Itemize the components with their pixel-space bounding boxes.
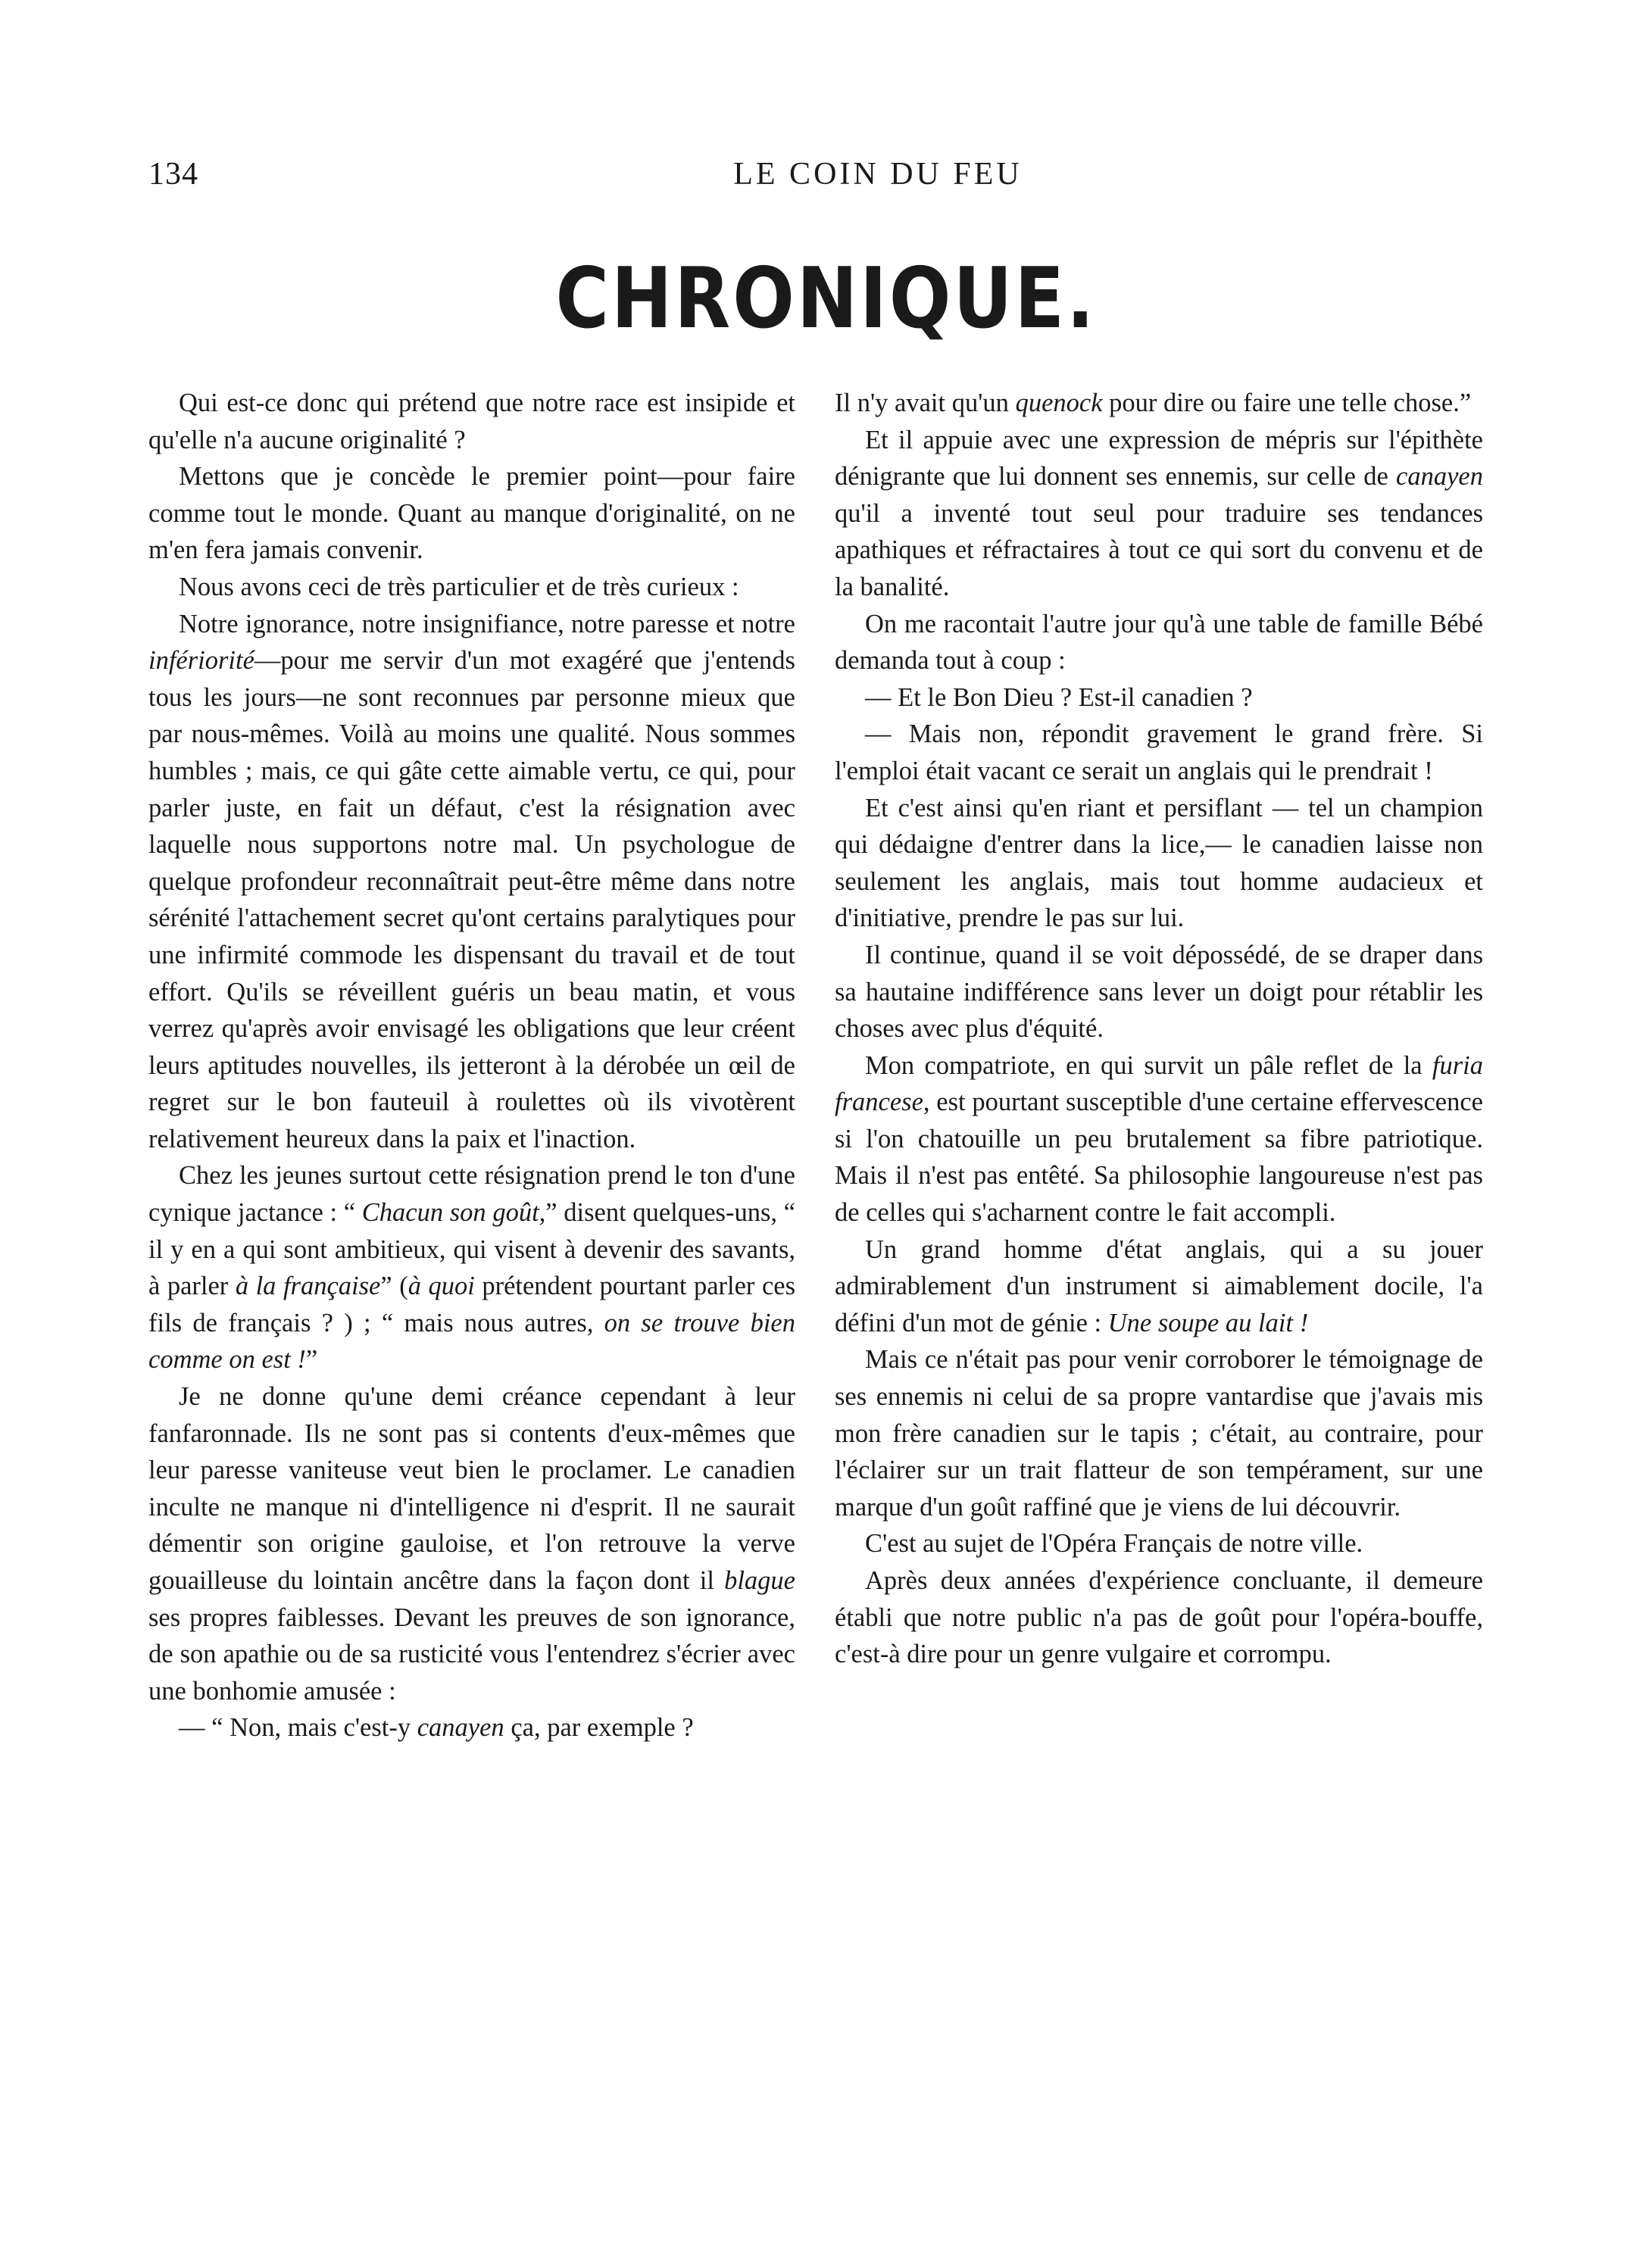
paragraph: [835, 385, 1483, 422]
text-run: pour dire ou faire une telle chose.”: [1102, 389, 1472, 417]
italic-text: quenock: [1015, 389, 1103, 417]
text-run: ça, par exemple ?: [504, 1713, 694, 1743]
text-run: , est pourtant susceptible d'une certaine effervescence si l'on chatouille un peu brutalement sa fibre patriotique. Mais il n'est pas entêté. Sa philosophie langoureuse n'est pas de celles qui s'acharnent contre le fait accompli.: [835, 1088, 1483, 1228]
paragraph: [148, 1709, 795, 1746]
text-run: On me racontait l'autre jour qu'à une table de famille Bébé demanda tout à coup :: [835, 609, 1483, 676]
text-run: Et c'est ainsi qu'en riant et persiflant — tel un champion qui dédaigne d'entrer dans la lice,— le canadien laisse non seulement les anglais, mais tout homme audacieux et d'initiative, prendre le pas sur lui.: [835, 793, 1483, 933]
paragraph: [148, 569, 795, 606]
paragraph: [835, 422, 1483, 606]
text-run: ”: [305, 1345, 318, 1375]
text-run: — Mais non, répondit gravement le grand frère. Si l'emploi était vacant ce serait un anglais qui le prendrait !: [835, 719, 1483, 785]
paragraph: [148, 1378, 795, 1709]
paragraph: [835, 1231, 1483, 1342]
paragraph: [835, 1562, 1483, 1673]
text-run: Chez les jeunes surtout cette résignation prend le ton d'une cynique jactance : “: [148, 1161, 795, 1228]
journal-title: LE COIN DU FEU: [733, 157, 1023, 192]
text-run: ” disent quelques-uns, “ il y en a qui sont ambitieux, qui visent à devenir des savants, à parler: [148, 1198, 795, 1301]
text-run: Il continue, quand il se voit dépossédé, de se draper dans sa hautaine indifférence sans lever un doigt pour rétablir les choses avec plus d'équité.: [835, 940, 1483, 1044]
italic-text: à quoi: [408, 1272, 475, 1301]
paragraph: [835, 716, 1483, 789]
right-text-column: [835, 385, 1483, 1673]
text-run: —pour me servir d'un mot exagéré que j'entends tous les jours—ne sont reconnues par personne mieux que par nous-mêmes. Voilà au moins une qualité. Nous sommes humbles ; mais, ce qui gâte cette aimable vertu, ce qui, pour parler juste, en fait un défaut, c'est la résignation avec laquelle nous supportons notre mal. Un psychologue de quelque profondeur reconnaîtrait peut-être même dans notre sérénité l'attachement secret qu'ont certains paralytiques pour une infirmité commode les dispensant du travail et de tout effort. Qu'ils se réveillent guéris un beau matin, et vous verrez qu'après avoir envisagé les obligations que leur créent leurs aptitudes nouvelles, ils jetteront à la dérobée un œil de regret sur le bon fauteuil à roulettes où ils vivotèrent relativement heureux dans la paix et l'inaction.: [148, 646, 795, 1153]
paragraph: [148, 458, 795, 569]
text-run: Je ne donne qu'une demi créance cependant à leur fanfaronnade. Ils ne sont pas si contents d'eux-mêmes que leur paresse vaniteuse veut bien le proclamer. Le canadien inculte ne manque ni d'intelligence ni d'esprit. Il ne saurait démentir son origine gauloise, et l'on retrouve la verve gouailleuse du lointain ancêtre dans la façon dont il: [148, 1382, 795, 1595]
paragraph: [835, 1525, 1483, 1562]
left-text-column: [148, 385, 795, 1746]
italic-text: blague: [724, 1566, 795, 1595]
paragraph: [835, 790, 1483, 937]
text-run: — “ Non, mais c'est-y: [179, 1713, 417, 1743]
text-run: Nous avons ceci de très particulier et de très curieux :: [179, 572, 739, 601]
text-run: Et il appuie avec une expression de mépris sur l'épithète dénigrante que lui donnent ses ennemis, sur celle de: [835, 425, 1483, 492]
text-run: prétendent pourtant parler ces fils de français ? ) ; “ mais nous autres,: [148, 1272, 795, 1337]
text-run: Qui est-ce donc qui prétend que notre race est insipide et qu'elle n'a aucune originalité ?: [148, 389, 795, 454]
page-number: 134: [148, 157, 198, 192]
italic-text: canayen: [1396, 462, 1483, 492]
paragraph: [835, 1047, 1483, 1231]
text-run: ses propres faiblesses. Devant les preuves de son ignorance, de son apathie ou de sa rusticité vous l'entendrez s'écrier avec une bonhomie amusée :: [148, 1603, 795, 1706]
paragraph: [835, 1341, 1483, 1525]
italic-text: Une soupe au lait !: [1107, 1308, 1309, 1337]
paragraph: [148, 606, 795, 1158]
text-run: Notre ignorance, notre insignifiance, notre paresse et notre: [179, 609, 795, 638]
paragraph: [835, 679, 1483, 716]
text-run: Un grand homme d'état anglais, qui a su jouer admirablement d'un instrument si aimablement docile, l'a défini d'un mot de génie :: [835, 1234, 1483, 1337]
paragraph: [148, 385, 795, 458]
paragraph: [148, 1157, 795, 1378]
italic-text: furia francese: [835, 1050, 1483, 1117]
italic-text: à la française: [235, 1272, 381, 1301]
italic-text: infériorité: [148, 646, 255, 676]
text-run: Il n'y avait qu'un: [835, 389, 1016, 417]
paragraph: [835, 937, 1483, 1047]
text-run: Mais ce n'était pas pour venir corroborer le témoignage de ses ennemis ni celui de sa propre vantardise que j'avais mis mon frère canadien sur le tapis ; c'était, au contraire, pour l'éclairer sur un trait flatteur de son tempérament, sur une marque d'un goût raffiné que je viens de lui découvrir.: [835, 1345, 1483, 1522]
paragraph: [835, 606, 1483, 679]
italic-text: Chacun son goût,: [361, 1198, 546, 1228]
text-run: qu'il a inventé tout seul pour traduire ses tendances apathiques et réfractaires à tout ce qui sort du convenu et de la banalité.: [835, 498, 1483, 601]
text-run: Après deux années d'expérience concluante, il demeure établi que notre public n'a pas de goût pour l'opéra-bouffe, c'est-à dire pour un genre vulgaire et corrompu.: [835, 1566, 1483, 1669]
text-run: — Et le Bon Dieu ? Est-il canadien ?: [865, 682, 1253, 712]
article-title: CHRONIQUE.: [555, 249, 1097, 348]
italic-text: on se trouve bien comme on est !: [148, 1308, 795, 1375]
text-run: ” (: [380, 1272, 408, 1301]
text-run: Mettons que je concède le premier point—pour faire comme tout le monde. Quant au manque d'originalité, on ne m'en fera jamais convenir.: [148, 462, 795, 565]
italic-text: canayen: [417, 1713, 504, 1743]
running-header: [148, 156, 1607, 209]
text-run: Mon compatriote, en qui survit un pâle reflet de la: [865, 1050, 1432, 1080]
text-run: C'est au sujet de l'Opéra Français de notre ville.: [865, 1529, 1363, 1559]
